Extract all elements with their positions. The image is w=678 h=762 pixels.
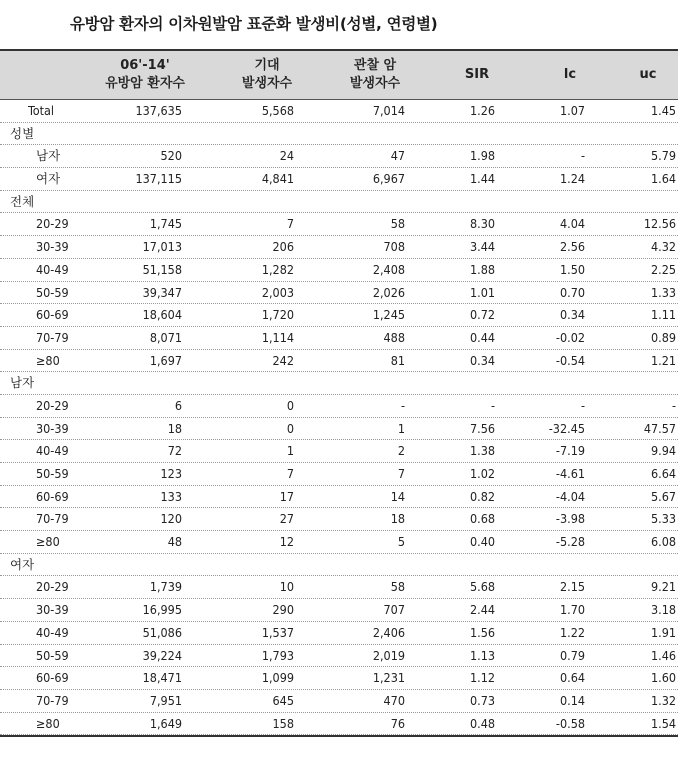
lc-cell: 0.64 <box>559 670 585 686</box>
expected-cell: 1,720 <box>261 307 294 323</box>
patients-cell: 7,951 <box>149 692 182 708</box>
table-row <box>0 100 678 123</box>
observed-cell: 6,967 <box>372 171 405 187</box>
header-expected <box>222 51 312 99</box>
observed-cell: 81 <box>390 352 405 368</box>
row-label: 50-59 <box>36 466 69 481</box>
sir-cell: 1.88 <box>469 261 495 277</box>
page-title: 유방암 환자의 이차원발암 표준화 발생비(성별, 연령별) <box>70 15 438 33</box>
observed-cell: 1,245 <box>372 307 405 323</box>
sir-cell: 1.01 <box>469 284 495 300</box>
sir-cell: 0.68 <box>469 511 495 527</box>
patients-cell: 1,745 <box>149 216 182 232</box>
expected-cell: 1,537 <box>261 624 294 640</box>
table-row <box>0 372 678 395</box>
patients-cell: 72 <box>167 443 182 459</box>
sir-cell: 0.82 <box>469 488 495 504</box>
lc-cell: 0.70 <box>559 284 585 300</box>
observed-cell: 2,019 <box>372 647 405 663</box>
row-label: 50-59 <box>36 647 69 663</box>
lc-cell: 0.14 <box>559 692 585 708</box>
row-label: 70-79 <box>36 511 69 527</box>
observed-cell: 5 <box>397 534 405 550</box>
lc-cell: -32.45 <box>548 420 585 436</box>
header-uc: uc <box>639 67 657 82</box>
row-label: 60-69 <box>36 488 69 504</box>
expected-cell: 242 <box>272 352 294 368</box>
header-expected-line2: 발생자수 <box>241 76 293 91</box>
patients-cell: 16,995 <box>142 602 182 618</box>
row-label: 40-49 <box>36 261 69 277</box>
row-label: 30-39 <box>36 420 69 436</box>
lc-cell: 1.50 <box>559 261 585 277</box>
lc-cell: -3.98 <box>555 511 585 527</box>
table-bottom-rule <box>0 735 678 737</box>
sir-cell: 1.44 <box>469 171 495 187</box>
table-row <box>0 713 678 736</box>
uc-cell: 6.64 <box>650 466 676 481</box>
patients-cell: 8,071 <box>149 329 182 345</box>
lc-cell: -5.28 <box>555 534 585 550</box>
observed-cell: 707 <box>383 602 405 618</box>
row-label: 50-59 <box>36 284 69 300</box>
observed-cell: 14 <box>390 488 405 504</box>
observed-cell: 47 <box>390 148 405 164</box>
expected-cell: 206 <box>272 239 294 255</box>
header-patients <box>90 51 200 99</box>
header-observed-line1: 관찰 암 <box>353 58 397 73</box>
row-label: 여자 <box>36 171 61 187</box>
patients-cell: 6 <box>174 397 182 413</box>
table-row <box>0 554 678 577</box>
uc-cell: 1.60 <box>650 670 676 686</box>
observed-cell: - <box>400 397 405 413</box>
observed-cell: 58 <box>390 579 405 595</box>
uc-cell: 1.54 <box>650 715 676 731</box>
sir-cell: 8.30 <box>469 216 495 232</box>
row-label: 성별 <box>10 125 35 141</box>
table-row <box>0 418 678 441</box>
observed-cell: 470 <box>383 692 405 708</box>
expected-cell: 290 <box>272 602 294 618</box>
sir-cell: 7.56 <box>469 420 495 436</box>
row-label: 30-39 <box>36 602 69 618</box>
table-row <box>0 123 678 146</box>
row-label: 60-69 <box>36 307 69 323</box>
sir-cell: 0.44 <box>469 329 495 345</box>
expected-cell: 1,114 <box>261 329 294 345</box>
observed-cell: 1 <box>397 420 405 436</box>
expected-cell: 7 <box>286 216 294 232</box>
table-row <box>0 599 678 622</box>
uc-cell: 47.57 <box>643 420 676 436</box>
table-row <box>0 327 678 350</box>
table-row <box>0 622 678 645</box>
patients-cell: 39,224 <box>142 647 182 663</box>
sir-cell: 1.26 <box>469 103 495 118</box>
table-row <box>0 236 678 259</box>
expected-cell: 17 <box>279 488 294 504</box>
expected-cell: 158 <box>272 715 294 731</box>
expected-cell: 5,568 <box>261 103 294 118</box>
row-label: 40-49 <box>36 443 69 459</box>
sir-cell: - <box>490 397 495 413</box>
observed-cell: 2,026 <box>372 284 405 300</box>
header-expected-line1: 기대 <box>254 58 280 73</box>
observed-cell: 2 <box>397 443 405 459</box>
lc-cell: -0.58 <box>555 715 585 731</box>
uc-cell: 5.67 <box>650 488 676 504</box>
observed-cell: 18 <box>390 511 405 527</box>
expected-cell: 27 <box>279 511 294 527</box>
observed-cell: 2,408 <box>372 261 405 277</box>
row-label: 20-29 <box>36 397 69 413</box>
table-row <box>0 645 678 668</box>
sir-cell: 5.68 <box>469 579 495 595</box>
sir-cell: 0.73 <box>469 692 495 708</box>
expected-cell: 0 <box>286 397 294 413</box>
uc-cell: 1.46 <box>650 647 676 663</box>
row-label: 전체 <box>10 193 35 209</box>
patients-cell: 18,604 <box>142 307 182 323</box>
patients-cell: 18,471 <box>142 670 182 686</box>
table-row <box>0 350 678 373</box>
row-label: 40-49 <box>36 624 69 640</box>
sir-cell: 2.44 <box>469 602 495 618</box>
uc-cell: 1.32 <box>650 692 676 708</box>
observed-cell: 708 <box>383 239 405 255</box>
patients-cell: 51,086 <box>142 624 182 640</box>
lc-cell: 1.70 <box>559 602 585 618</box>
sir-cell: 0.48 <box>469 715 495 731</box>
table-row <box>0 191 678 214</box>
row-label: ≥80 <box>36 352 60 368</box>
uc-cell: 1.11 <box>650 307 676 323</box>
uc-cell: 12.56 <box>643 216 676 232</box>
expected-cell: 1,793 <box>261 647 294 663</box>
uc-cell: 1.64 <box>650 171 676 187</box>
row-label: Total <box>28 103 55 118</box>
lc-cell: 2.56 <box>559 239 585 255</box>
uc-cell: 5.79 <box>650 148 676 164</box>
lc-cell: -4.04 <box>555 488 585 504</box>
expected-cell: 645 <box>272 692 294 708</box>
uc-cell: 6.08 <box>650 534 676 550</box>
uc-cell: 9.94 <box>650 443 676 459</box>
uc-cell: 1.45 <box>650 103 676 118</box>
lc-cell: 1.07 <box>559 103 585 118</box>
uc-cell: 1.91 <box>650 624 676 640</box>
lc-cell: -4.61 <box>555 466 585 481</box>
lc-cell: -0.54 <box>555 352 585 368</box>
observed-cell: 7 <box>397 466 405 481</box>
uc-cell: 1.21 <box>650 352 676 368</box>
sir-cell: 1.02 <box>469 466 495 481</box>
table-row <box>0 168 678 191</box>
uc-cell: 0.89 <box>650 329 676 345</box>
row-label: 20-29 <box>36 216 69 232</box>
table-row <box>0 282 678 305</box>
patients-cell: 18 <box>167 420 182 436</box>
uc-cell: 9.21 <box>650 579 676 595</box>
row-label: 60-69 <box>36 670 69 686</box>
patients-cell: 137,115 <box>135 171 182 187</box>
patients-cell: 17,013 <box>142 239 182 255</box>
table-row <box>0 395 678 418</box>
expected-cell: 1,282 <box>261 261 294 277</box>
lc-cell: 0.79 <box>559 647 585 663</box>
sir-cell: 1.56 <box>469 624 495 640</box>
row-label: 30-39 <box>36 239 69 255</box>
expected-cell: 12 <box>279 534 294 550</box>
expected-cell: 0 <box>286 420 294 436</box>
lc-cell: 1.24 <box>559 171 585 187</box>
header-observed <box>330 51 420 99</box>
table-row <box>0 486 678 509</box>
table-row <box>0 690 678 713</box>
patients-cell: 137,635 <box>135 103 182 118</box>
uc-cell: - <box>671 397 676 413</box>
table-row <box>0 667 678 690</box>
observed-cell: 76 <box>390 715 405 731</box>
observed-cell: 2,406 <box>372 624 405 640</box>
uc-cell: 4.32 <box>650 239 676 255</box>
lc-cell: - <box>580 148 585 164</box>
header-patients-line1: 06'-14' <box>120 58 170 73</box>
expected-cell: 24 <box>279 148 294 164</box>
patients-cell: 1,697 <box>149 352 182 368</box>
lc-cell: 0.34 <box>559 307 585 323</box>
observed-cell: 488 <box>383 329 405 345</box>
patients-cell: 1,649 <box>149 715 182 731</box>
patients-cell: 123 <box>160 466 182 481</box>
lc-cell: - <box>580 397 585 413</box>
lc-cell: -0.02 <box>555 329 585 345</box>
observed-cell: 7,014 <box>372 103 405 118</box>
row-label: ≥80 <box>36 715 60 731</box>
sir-cell: 1.12 <box>469 670 495 686</box>
row-label: 20-29 <box>36 579 69 595</box>
row-label: 70-79 <box>36 329 69 345</box>
lc-cell: -7.19 <box>555 443 585 459</box>
table-row <box>0 576 678 599</box>
table-row <box>0 304 678 327</box>
sir-cell: 1.98 <box>469 148 495 164</box>
header-patients-line2: 유방암 환자수 <box>105 76 185 91</box>
patients-cell: 120 <box>160 511 182 527</box>
patients-cell: 51,158 <box>142 261 182 277</box>
row-label: 남자 <box>36 148 61 164</box>
row-label: ≥80 <box>36 534 60 550</box>
table-row <box>0 508 678 531</box>
table-row <box>0 440 678 463</box>
sir-cell: 0.34 <box>469 352 495 368</box>
table-row <box>0 463 678 486</box>
row-label: 여자 <box>10 556 35 572</box>
uc-cell: 3.18 <box>650 602 676 618</box>
row-label: 남자 <box>10 375 35 391</box>
uc-cell: 1.33 <box>650 284 676 300</box>
expected-cell: 7 <box>286 466 294 481</box>
table-row <box>0 259 678 282</box>
table-header <box>0 51 678 99</box>
patients-cell: 520 <box>160 148 182 164</box>
patients-cell: 1,739 <box>149 579 182 595</box>
sir-cell: 0.72 <box>469 307 495 323</box>
sir-cell: 3.44 <box>469 239 495 255</box>
header-lc: lc <box>563 67 577 82</box>
lc-cell: 1.22 <box>559 624 585 640</box>
uc-cell: 2.25 <box>650 261 676 277</box>
header-sir: SIR <box>464 67 490 82</box>
sir-cell: 1.38 <box>469 443 495 459</box>
table-body <box>0 100 678 735</box>
observed-cell: 58 <box>390 216 405 232</box>
patients-cell: 39,347 <box>142 284 182 300</box>
header-observed-line2: 발생자수 <box>349 76 401 91</box>
lc-cell: 2.15 <box>559 579 585 595</box>
expected-cell: 1 <box>286 443 294 459</box>
table-row <box>0 145 678 168</box>
sir-cell: 1.13 <box>469 647 495 663</box>
table-row <box>0 531 678 554</box>
expected-cell: 1,099 <box>261 670 294 686</box>
patients-cell: 133 <box>160 488 182 504</box>
expected-cell: 4,841 <box>261 171 294 187</box>
observed-cell: 1,231 <box>372 670 405 686</box>
patients-cell: 48 <box>167 534 182 550</box>
lc-cell: 4.04 <box>559 216 585 232</box>
row-label: 70-79 <box>36 692 69 708</box>
uc-cell: 5.33 <box>650 511 676 527</box>
table-row <box>0 213 678 236</box>
expected-cell: 2,003 <box>261 284 294 300</box>
sir-cell: 0.40 <box>469 534 495 550</box>
expected-cell: 10 <box>279 579 294 595</box>
sir-table <box>0 49 678 737</box>
